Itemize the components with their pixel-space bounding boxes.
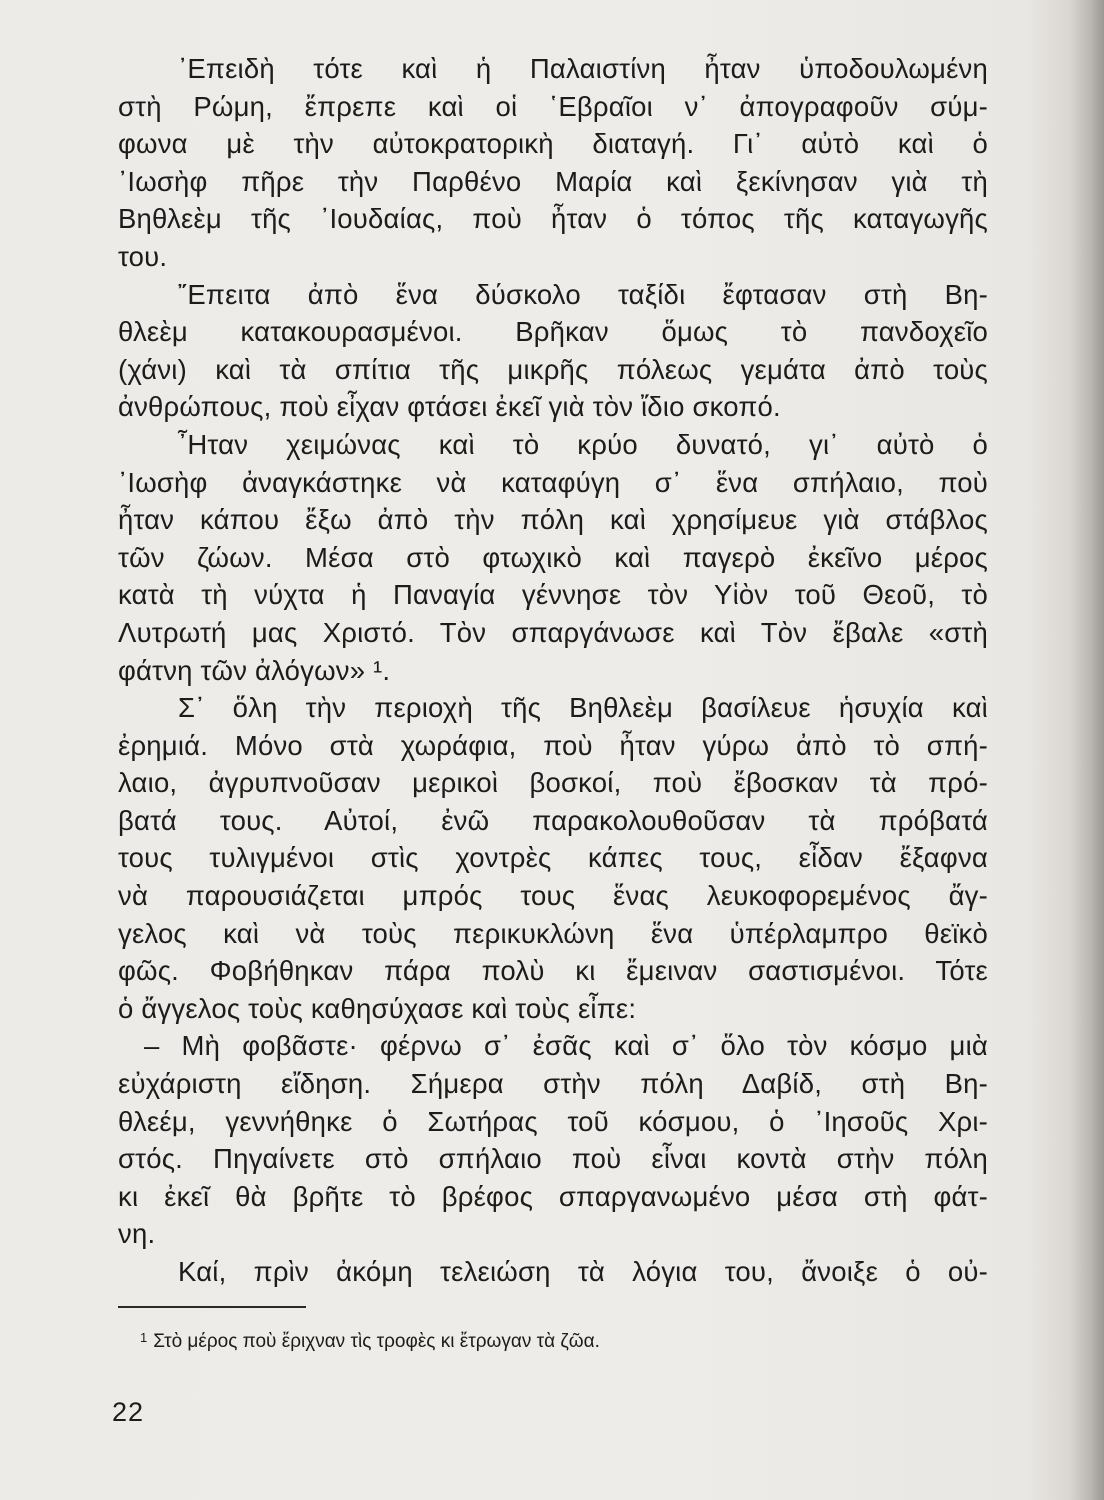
text-line: Σ᾿ ὅλη τὴν περιοχὴ τῆς Βηθλεὲμ βασίλευε ἡσυχία καὶ	[178, 692, 988, 724]
text-line: ᾿Επειδὴ τότε καὶ ἡ Παλαιστίνη ἦταν ὑποδουλωμένη	[178, 53, 988, 84]
text-line: θλεέμ, γεννήθηκε ὁ Σωτήρας τοῦ κόσμου, ὁ ᾿Ιησοῦς Χρι-	[118, 1105, 988, 1137]
text-line: νὰ παρουσιάζεται μπρός τους ἕνας λευκοφορεμένος ἄγ-	[118, 880, 988, 912]
text-line: κι ἐκεῖ θὰ βρῆτε τὸ βρέφος σπαργανωμένο μέσα στὴ φάτ-	[118, 1180, 988, 1212]
text-line: βατά τους. Αὐτοί, ἐνῶ παρακολουθοῦσαν τὰ πρόβατά	[118, 804, 988, 836]
text-line: Λυτρωτή μας Χριστό. Τὸν σπαργάνωσε καὶ Τὸν ἔβαλε «στὴ	[118, 616, 988, 648]
text-line: του.	[118, 240, 168, 272]
book-spine-shadow	[1070, 0, 1104, 1500]
footnote-text: Στὸ μέρος ποὺ ἔριχναν τὶς τροφὲς κι ἔτρωγαν τὰ ζῶα.	[153, 1331, 600, 1352]
text-line: ὁ ἄγγελος τοὺς καθησύχασε καὶ τοὺς εἶπε:	[118, 992, 637, 1024]
body-text	[118, 50, 988, 1291]
text-line: νη.	[118, 1218, 156, 1250]
text-line: λαιο, ἀγρυπνοῦσαν μερικοὶ βοσκοί, ποὺ ἔβοσκαν τὰ πρό-	[118, 767, 988, 799]
page-number: 22	[112, 1397, 145, 1427]
text-line: τῶν ζώων. Μέσα στὸ φτωχικὸ καὶ παγερὸ ἐκεῖνο μέρος	[118, 541, 988, 573]
text-line: Βηθλεὲμ τῆς ᾿Ιουδαίας, ποὺ ἦταν ὁ τόπος τῆς καταγωγῆς	[118, 203, 988, 235]
text-line: ᾿Ιωσὴφ ἀναγκάστηκε νὰ καταφύγη σ᾿ ἕνα σπήλαιο, ποὺ	[118, 466, 988, 498]
text-line: γελος καὶ νὰ τοὺς περικυκλώνη ἕνα ὑπέρλαμπρο θεϊκὸ	[118, 917, 988, 949]
text-line: Καί, πρὶν ἀκόμη τελειώση τὰ λόγια του, ἄνοιξε ὁ οὐ-	[178, 1256, 988, 1287]
text-line: – Μὴ φοβᾶστε· φέρνω σ᾿ ἐσᾶς καὶ σ᾿ ὅλο τὸν κόσμο μιὰ	[144, 1030, 988, 1062]
text-line: εὐχάριστη εἴδηση. Σήμερα στὴν πόλη Δαβίδ, στὴ Βη-	[118, 1068, 988, 1100]
text-line: φάτνη τῶν ἀλόγων» ¹.	[118, 654, 391, 686]
text-line: φῶς. Φοβήθηκαν πάρα πολὺ κι ἔμειναν σαστισμένοι. Τότε	[118, 955, 988, 987]
text-line: ῎Επειτα ἀπὸ ἕνα δύσκολο ταξίδι ἔφτασαν στὴ Βη-	[178, 278, 988, 310]
text-line: ἐρημιά. Μόνο στὰ χωράφια, ποὺ ἦταν γύρω ἀπὸ τὸ σπή-	[118, 729, 988, 761]
text-line: φωνα μὲ τὴν αὐτοκρατορικὴ διαταγή. Γι᾿ αὐτὸ καὶ ὁ	[118, 128, 988, 160]
text-line: τους τυλιγμένοι στὶς χοντρὲς κάπες τους, εἶδαν ἔξαφνα	[118, 842, 988, 874]
text-line: ᾿Ιωσὴφ πῆρε τὴν Παρθένο Μαρία καὶ ξεκίνησαν γιὰ τὴ	[118, 165, 988, 197]
footnote-marker: 1	[140, 1330, 148, 1345]
footnote-divider	[118, 1306, 306, 1308]
text-line: (χάνι) καὶ τὰ σπίτια τῆς μικρῆς πόλεως γεμάτα ἀπὸ τοὺς	[118, 353, 988, 385]
footnote	[140, 1325, 600, 1355]
text-line: στός. Πηγαίνετε στὸ σπήλαιο ποὺ εἶναι κοντὰ στὴν πόλη	[118, 1143, 988, 1175]
text-line: στὴ Ρώμη, ἔπρεπε καὶ οἱ ῾Εβραῖοι ν᾿ ἀπογραφοῦν σύμ-	[118, 90, 988, 122]
text-line: ἀνθρώπους, ποὺ εἶχαν φτάσει ἐκεῖ γιὰ τὸν ἴδιο σκοπό.	[118, 391, 781, 423]
text-line: ἦταν κάπου ἔξω ἀπὸ τὴν πόλη καὶ χρησίμευε γιὰ στάβλος	[118, 504, 988, 536]
text-line: κατὰ τὴ νύχτα ἡ Παναγία γέννησε τὸν Υἱὸν τοῦ Θεοῦ, τὸ	[118, 579, 988, 611]
text-line: ῏Ηταν χειμώνας καὶ τὸ κρύο δυνατό, γι᾿ αὐτὸ ὁ	[178, 428, 988, 460]
text-line: θλεὲμ κατακουρασμένοι. Βρῆκαν ὅμως τὸ πανδοχεῖο	[118, 316, 988, 348]
